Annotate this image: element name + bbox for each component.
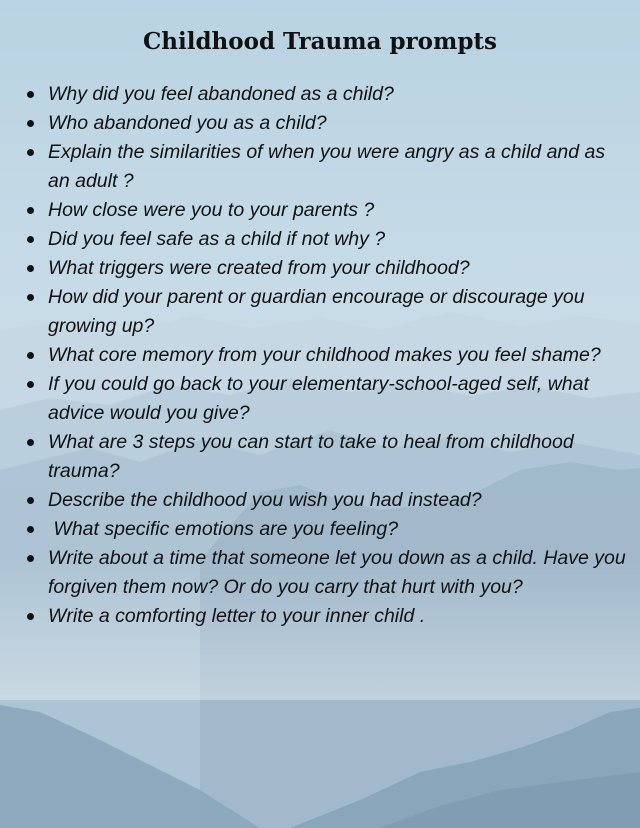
bullet-icon: [27, 352, 34, 359]
bullet-icon: [27, 91, 34, 98]
bullet-icon: [27, 265, 34, 272]
bullet-icon: [27, 149, 34, 156]
bullet-icon: [27, 497, 34, 504]
list-item: [0, 341, 640, 370]
prompt-text: What are 3 steps you can start to take to heal from childhood trauma?: [48, 431, 580, 482]
bullet-icon: [27, 439, 34, 446]
prompt-text: Explain the similarities of when you were angry as a child and as an adult ?: [48, 141, 611, 192]
prompt-text: What triggers were created from your childhood?: [48, 257, 470, 279]
prompt-text: Describe the childhood you wish you had instead?: [48, 489, 482, 511]
bullet-icon: [27, 613, 34, 620]
bullet-icon: [27, 381, 34, 388]
list-item: [0, 544, 640, 602]
bullet-icon: [27, 294, 34, 301]
prompt-list: [0, 80, 640, 631]
list-item: [0, 225, 640, 254]
bullet-icon: [27, 236, 34, 243]
list-item: [0, 138, 640, 196]
prompt-text: How close were you to your parents ?: [48, 199, 375, 221]
prompt-text: How did your parent or guardian encourage or discourage you growing up?: [48, 286, 591, 337]
list-item: [0, 80, 640, 109]
list-item: [0, 254, 640, 283]
list-item: [0, 428, 640, 486]
prompt-text: Why did you feel abandoned as a child?: [48, 83, 394, 105]
prompt-text: Who abandoned you as a child?: [48, 112, 327, 134]
bullet-icon: [27, 555, 34, 562]
list-item: [0, 515, 640, 544]
list-item: [0, 602, 640, 631]
bullet-icon: [27, 207, 34, 214]
prompt-text: Write about a time that someone let you down as a child. Have you forgiven them now? Or do you carry that hurt with you?: [48, 547, 632, 598]
prompt-text: What specific emotions are you feeling?: [48, 518, 399, 540]
page-title: Childhood Trauma prompts: [142, 28, 498, 55]
list-item: [0, 370, 640, 428]
prompt-text: If you could go back to your elementary-school-aged self, what advice would you give?: [48, 373, 595, 424]
list-item: [0, 109, 640, 138]
bullet-icon: [27, 526, 34, 533]
prompt-text: Write a comforting letter to your inner child .: [48, 605, 426, 627]
prompt-text: Did you feel safe as a child if not why ?: [48, 228, 386, 250]
list-item: [0, 283, 640, 341]
prompt-text: What core memory from your childhood makes you feel shame?: [48, 344, 601, 366]
list-item: [0, 196, 640, 225]
bullet-icon: [27, 120, 34, 127]
list-item: [0, 486, 640, 515]
